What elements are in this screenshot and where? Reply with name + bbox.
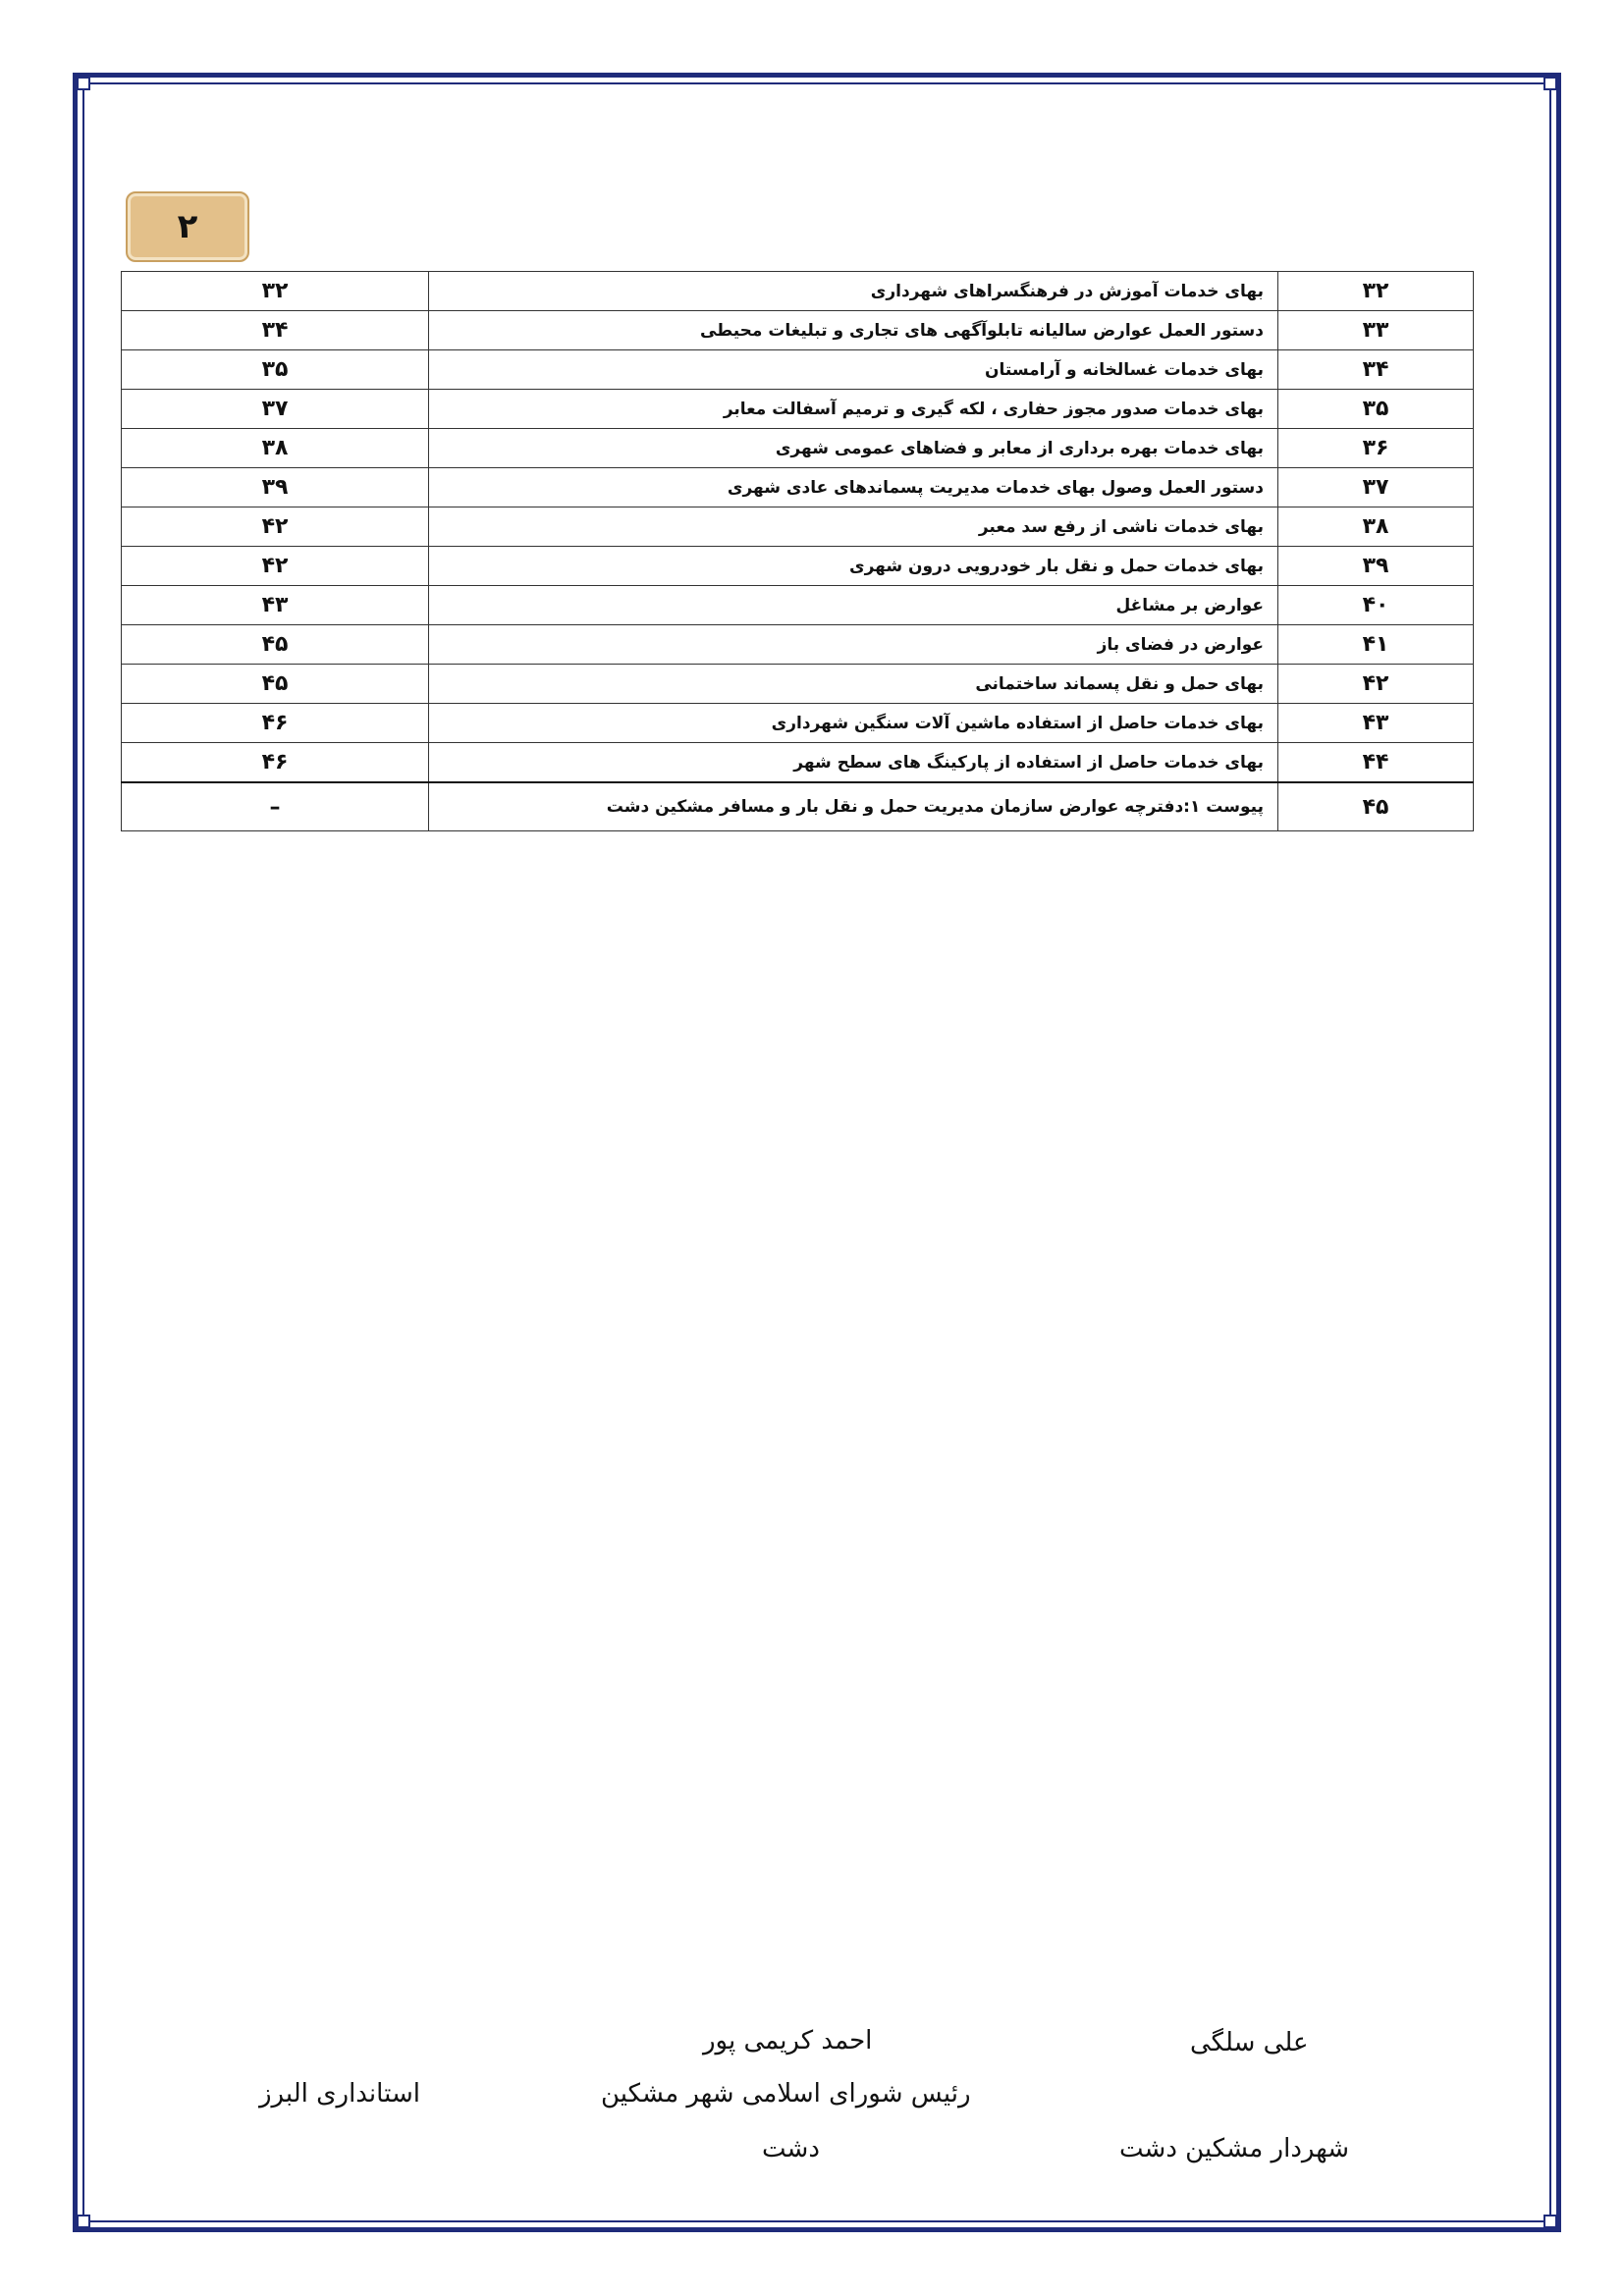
row-title-cell: بهای خدمات غسالخانه و آرامستان: [429, 350, 1278, 390]
row-title-cell: بهای خدمات حمل و نقل بار خودرویی درون شهری: [429, 547, 1278, 586]
table-row: [122, 586, 1474, 625]
row-title-cell: بهای خدمات حاصل از استفاده از پارکینگ های سطح شهر: [429, 743, 1278, 783]
row-page-cell: ۴۵: [122, 625, 429, 665]
frame-corner-bottom-left: [77, 2215, 90, 2228]
table-row: [122, 625, 1474, 665]
row-title-cell: دستور العمل عوارض سالیانه تابلوآگهی های تجاری و تبلیغات محیطی: [429, 311, 1278, 350]
row-number-cell: ۳۲: [1278, 272, 1474, 311]
row-number-cell: ۴۵: [1278, 782, 1474, 831]
row-number-cell: ۴۱: [1278, 625, 1474, 665]
table-row: [122, 507, 1474, 547]
table-row: [122, 665, 1474, 704]
row-page-cell: ۳۲: [122, 272, 429, 311]
row-page-cell: ۳۷: [122, 390, 429, 429]
governorate-label: استانداری البرز: [259, 2079, 420, 2109]
table-row: [122, 547, 1474, 586]
row-page-cell: ۴۲: [122, 547, 429, 586]
row-number-cell: ۳۵: [1278, 390, 1474, 429]
table-row: [122, 468, 1474, 507]
row-page-cell: ۴۶: [122, 743, 429, 783]
row-number-cell: ۳۸: [1278, 507, 1474, 547]
mayor-name: علی سلگی: [1190, 2028, 1309, 2057]
row-number-cell: ۳۷: [1278, 468, 1474, 507]
row-title-cell: پیوست ۱:دفترچه عوارض سازمان مدیریت حمل و نقل بار و مسافر مشکین دشت: [429, 782, 1278, 831]
row-page-cell: –: [122, 782, 429, 831]
table-of-contents: [121, 271, 1474, 831]
row-page-cell: ۳۸: [122, 429, 429, 468]
table-row: [122, 390, 1474, 429]
row-title-cell: عوارض در فضای باز: [429, 625, 1278, 665]
row-number-cell: ۴۰: [1278, 586, 1474, 625]
mayor-title: شهردار مشکین دشت: [1119, 2134, 1350, 2163]
frame-corner-top-right: [1543, 77, 1557, 90]
row-page-cell: ۴۵: [122, 665, 429, 704]
row-page-cell: ۳۹: [122, 468, 429, 507]
council-chair-name: احمد کریمی پور: [703, 2026, 873, 2056]
frame-corner-bottom-right: [1543, 2215, 1557, 2228]
row-title-cell: بهای خدمات حاصل از استفاده ماشین آلات سنگین شهرداری: [429, 704, 1278, 743]
table-row: [122, 350, 1474, 390]
row-title-cell: بهای خدمات صدور مجوز حفاری ، لکه گیری و ترمیم آسفالت معابر: [429, 390, 1278, 429]
row-title-cell: بهای حمل و نقل پسماند ساختمانی: [429, 665, 1278, 704]
row-title-cell: بهای خدمات ناشی از رفع سد معبر: [429, 507, 1278, 547]
row-number-cell: ۴۳: [1278, 704, 1474, 743]
council-chair-title-line2: دشت: [762, 2134, 820, 2163]
council-chair-title: رئیس شورای اسلامی شهر مشکین: [601, 2079, 971, 2109]
row-title-cell: بهای خدمات بهره برداری از معابر و فضاهای عمومی شهری: [429, 429, 1278, 468]
table-row: [122, 782, 1474, 831]
row-number-cell: ۳۹: [1278, 547, 1474, 586]
toc-body: [122, 272, 1474, 831]
row-number-cell: ۴۲: [1278, 665, 1474, 704]
row-number-cell: ۳۶: [1278, 429, 1474, 468]
row-title-cell: عوارض بر مشاغل: [429, 586, 1278, 625]
table-row: [122, 743, 1474, 783]
row-title-cell: بهای خدمات آموزش در فرهنگسراهای شهرداری: [429, 272, 1278, 311]
row-title-cell: دستور العمل وصول بهای خدمات مدیریت پسماندهای عادی شهری: [429, 468, 1278, 507]
row-number-cell: ۳۳: [1278, 311, 1474, 350]
row-page-cell: ۴۲: [122, 507, 429, 547]
page-number: ۲: [177, 207, 198, 246]
row-page-cell: ۳۴: [122, 311, 429, 350]
row-number-cell: ۴۴: [1278, 743, 1474, 783]
row-number-cell: ۳۴: [1278, 350, 1474, 390]
row-page-cell: ۳۵: [122, 350, 429, 390]
page-number-badge: [126, 191, 249, 262]
row-page-cell: ۴۳: [122, 586, 429, 625]
table-row: [122, 704, 1474, 743]
table-row: [122, 272, 1474, 311]
table-row: [122, 429, 1474, 468]
row-page-cell: ۴۶: [122, 704, 429, 743]
frame-corner-top-left: [77, 77, 90, 90]
table-row: [122, 311, 1474, 350]
